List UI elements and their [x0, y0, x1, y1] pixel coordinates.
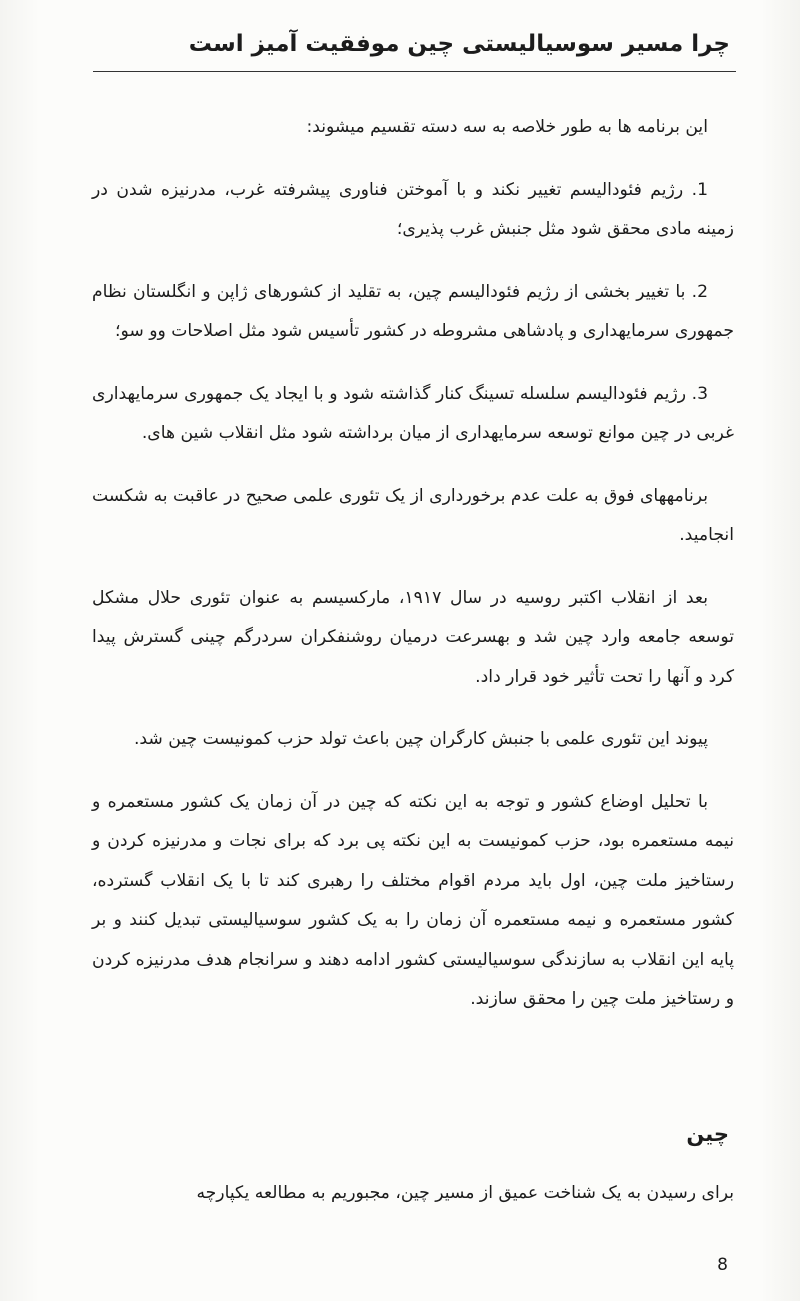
header-divider	[93, 71, 736, 72]
paragraph-party-birth: پیوند این تئوری علمی با جنبش کارگران چین باعث تولد حزب کمونیست چین شد.	[133, 729, 708, 749]
list-item-3: 3. رژیم فئودالیسم سلسله تسینگ کنار گذاشته شود و با ایجاد یک جمهوری سرمایهداری غربی در چین موانع توسعه سرمایهداری از میان برداشته شود مثل انقلاب شین های.	[92, 383, 734, 443]
section-paragraph: برای رسیدن به یک شناخت عمیق از مسیر چین، مجبوریم به مطالعه یکپارچه	[196, 1183, 734, 1203]
paragraph-analysis: با تحلیل اوضاع کشور و توجه به این نکته که چین در آن زمان یک کشور مستعمره و نیمه مستعمره بود، حزب کمونیست به این نکته پی برد که برای نجات و مدرنیزه کردن و رستاخیز ملت چین، اول باید مردم اقوام مختلف را رهبری کند تا با یک انقلاب گسترده، کشور مستعمره و نیمه مستعمره آن زمان را به یک کشور سوسیالیستی تبدیل کنند و بر پایه این انقلاب به سازندگی سوسیالیستی کشور ادامه دهند و سرانجام هدف مدرنیزه کردن و رستاخیز ملت چین را محقق سازند.	[92, 791, 734, 1009]
body-text	[92, 108, 734, 1043]
list-item-1: 1. رژیم فئودالیسم تغییر نکند و با آموختن فناوری پیشرفته غرب، مدرنیزه شدن در زمینه مادی محقق شود مثل جنبش غرب پذیری؛	[92, 179, 734, 239]
section-heading: چین	[686, 1122, 729, 1146]
paragraph-intro: این برنامه ها به طور خلاصه به سه دسته تقسیم میشوند:	[306, 117, 708, 137]
page-number: 8	[717, 1255, 728, 1275]
running-header-title: چرا مسیر سوسیالیستی چین موفقیت آمیز است	[188, 31, 730, 57]
list-item-2: 2. با تغییر بخشی از رژیم فئودالیسم چین، به تقلید از کشورهای ژاپن و انگلستان نظام جمهوری سرمایهداری و پادشاهی مشروطه در کشور تأسیس شود مثل اصلاحات وو سو؛	[92, 281, 734, 341]
paragraph-failure: برنامههای فوق به علت عدم برخورداری از یک تئوری علمی صحیح در عاقبت به شکست انجامید.	[92, 485, 734, 545]
paragraph-october-revolution: بعد از انقلاب اکتبر روسیه در سال ۱۹۱۷، مارکسیسم به عنوان تئوری حلال مشکل توسعه جامعه وارد چین شد و بهسرعت درمیان روشنفکران سردرگم چینی گسترش پیدا کرد و آنها را تحت تأثیر خود قرار داد.	[92, 587, 734, 687]
